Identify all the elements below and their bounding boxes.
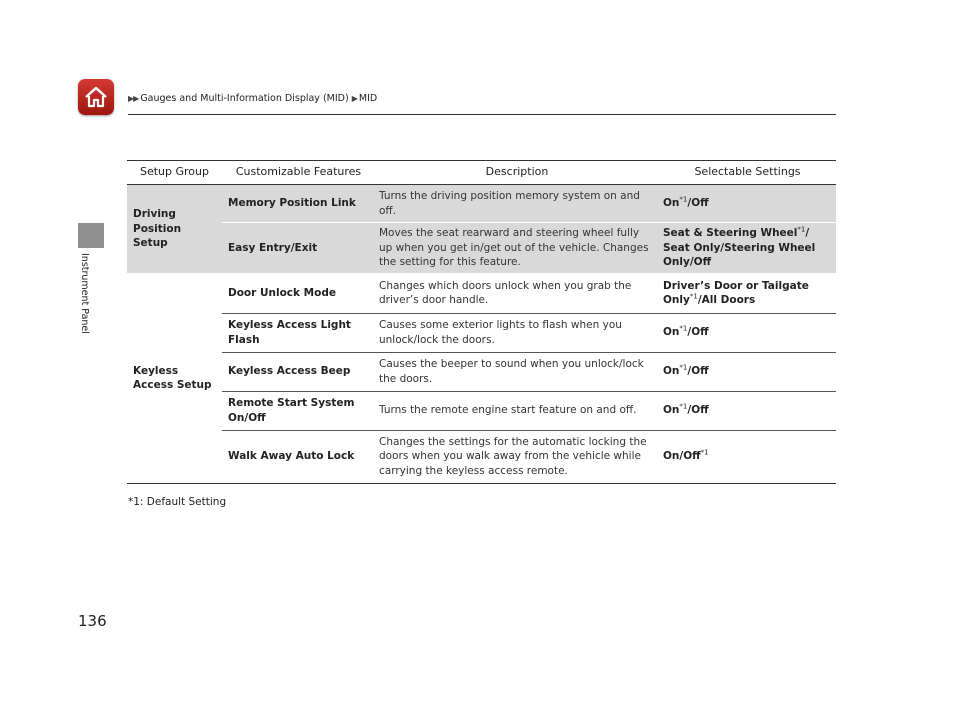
chevron-right-icon: ▶ bbox=[351, 94, 357, 103]
setup-group-cell: Driving Position Setup bbox=[127, 185, 222, 274]
table-row bbox=[127, 352, 836, 391]
breadcrumb bbox=[128, 93, 377, 104]
header-rule bbox=[128, 114, 836, 115]
description-cell: Turns the driving position memory system on and off. bbox=[375, 185, 659, 223]
header-settings: Selectable Settings bbox=[659, 161, 836, 185]
settings-table bbox=[127, 160, 836, 484]
feature-cell: Walk Away Auto Lock bbox=[222, 430, 375, 483]
header-description: Description bbox=[375, 161, 659, 185]
feature-cell: Remote Start System On/Off bbox=[222, 391, 375, 430]
breadcrumb-current[interactable]: MID bbox=[358, 93, 378, 104]
header-features: Customizable Features bbox=[222, 161, 375, 185]
settings-cell: On$^{*1}$/Off bbox=[659, 313, 836, 352]
page-number: 136 bbox=[78, 612, 107, 630]
setup-group-cell: Keyless Access Setup bbox=[127, 273, 222, 483]
breadcrumb-link[interactable]: Gauges and Multi-Information Display (MID) bbox=[140, 93, 349, 104]
feature-cell: Keyless Access Light Flash bbox=[222, 313, 375, 352]
description-cell: Changes the settings for the automatic locking the doors when you walk away from the vehicle while carrying the keyless access remote. bbox=[375, 430, 659, 483]
table-header-row bbox=[127, 161, 836, 185]
settings-cell: Driver’s Door or Tailgate Only$^{*1}$/All Doors bbox=[659, 273, 836, 313]
table-row bbox=[127, 430, 836, 483]
section-label: Instrument Panel bbox=[79, 253, 90, 334]
description-cell: Moves the seat rearward and steering wheel fully up when you get in/get out of the vehicle. Changes the setting for this feature. bbox=[375, 223, 659, 274]
settings-cell: On/Off$^{*1}$ bbox=[659, 430, 836, 483]
table-row bbox=[127, 313, 836, 352]
feature-cell: Easy Entry/Exit bbox=[222, 223, 375, 274]
table-row bbox=[127, 185, 836, 223]
description-cell: Causes some exterior lights to flash when you unlock/lock the doors. bbox=[375, 313, 659, 352]
header-setup-group: Setup Group bbox=[127, 161, 222, 185]
feature-cell: Door Unlock Mode bbox=[222, 273, 375, 313]
description-cell: Causes the beeper to sound when you unlock/lock the doors. bbox=[375, 352, 659, 391]
settings-cell: On$^{*1}$/Off bbox=[659, 185, 836, 223]
section-tab bbox=[78, 223, 104, 248]
chevron-right-icon: ▶▶ bbox=[128, 94, 139, 103]
settings-cell: Seat & Steering Wheel$^{*1}$/ Seat Only/Steering Wheel Only/Off bbox=[659, 223, 836, 274]
home-icon[interactable] bbox=[78, 79, 114, 115]
description-cell: Changes which doors unlock when you grab the driver’s door handle. bbox=[375, 273, 659, 313]
settings-cell: On$^{*1}$/Off bbox=[659, 391, 836, 430]
table-row bbox=[127, 391, 836, 430]
feature-cell: Keyless Access Beep bbox=[222, 352, 375, 391]
settings-cell: On$^{*1}$/Off bbox=[659, 352, 836, 391]
footnote: *1: Default Setting bbox=[128, 496, 227, 508]
description-cell: Turns the remote engine start feature on and off. bbox=[375, 391, 659, 430]
table-row bbox=[127, 273, 836, 313]
feature-cell: Memory Position Link bbox=[222, 185, 375, 223]
table-row bbox=[127, 223, 836, 274]
